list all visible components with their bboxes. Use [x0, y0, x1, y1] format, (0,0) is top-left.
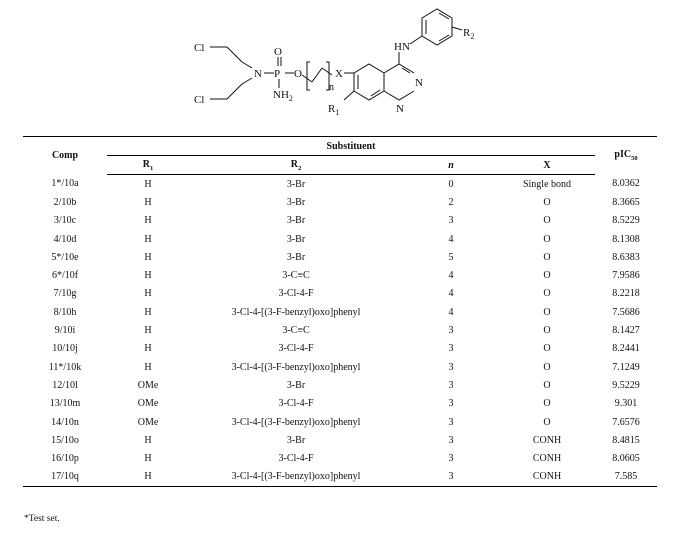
cell-pic: 7.6576	[612, 416, 640, 428]
r2-label: $R_2$	[463, 27, 475, 41]
cell-comp: 7/10g	[53, 288, 77, 300]
o-top-label: O	[274, 46, 282, 58]
cell-n: 3	[448, 379, 454, 391]
cell-comp: 15/10o	[51, 434, 79, 446]
table-row	[23, 413, 657, 431]
cell-n: 4	[448, 270, 454, 282]
cell-r2: 3-Br	[286, 196, 306, 208]
cell-r1: H	[144, 453, 152, 465]
table-row	[23, 175, 657, 194]
data-table-wrapper	[23, 136, 657, 487]
cell-r1: OMe	[137, 416, 159, 428]
cell-r2: 3-Br	[286, 434, 306, 446]
cell-r1: H	[144, 343, 152, 355]
cell-x: O	[543, 270, 551, 282]
cell-pic: 7.5686	[612, 306, 640, 318]
cell-pic: 8.0605	[612, 453, 640, 465]
cell-comp: 5*/10e	[51, 251, 79, 263]
cell-r2: 3-Cl-4-F	[278, 453, 314, 465]
cell-pic: 8.6383	[612, 251, 640, 263]
cl-top-label: Cl	[194, 42, 205, 54]
p-label: P	[274, 68, 281, 80]
header-r1: $R_1$	[107, 156, 189, 175]
cell-r2: 3-Br	[286, 178, 306, 190]
nh2-label: $NH_2$	[273, 89, 293, 103]
cell-n: 3	[448, 361, 454, 373]
header-comp: Comp	[23, 137, 107, 175]
cell-r1: H	[144, 361, 152, 373]
cell-n: 4	[448, 288, 454, 300]
table-row	[23, 266, 657, 284]
cell-pic: 7.1249	[612, 361, 640, 373]
cell-comp: 11*/10k	[48, 361, 82, 373]
cell-r2: 3-Cl-4-F	[278, 343, 314, 355]
cell-pic: 8.3665	[612, 196, 640, 208]
cell-r1: OMe	[137, 379, 159, 391]
cell-n: 3	[448, 453, 454, 465]
cell-comp: 2/10b	[53, 196, 77, 208]
cell-pic: 7.9586	[612, 270, 640, 282]
table-row	[23, 321, 657, 339]
cell-r1: OMe	[137, 398, 159, 410]
cell-comp: 1*/10a	[51, 178, 79, 190]
cell-n: 3	[448, 325, 454, 337]
cell-comp: 4/10d	[53, 233, 77, 245]
cell-pic: 7.585	[595, 468, 657, 487]
quinazoline-n3-label: N	[396, 103, 404, 115]
cell-x: O	[543, 398, 551, 410]
table-row	[23, 468, 657, 487]
cell-r2: 3-Cl-4-[(3-F-benzyl)oxo]phenyl	[231, 306, 361, 318]
cell-r1: H	[144, 233, 152, 245]
cell-n: 0	[448, 178, 454, 190]
cell-pic: 8.1308	[612, 233, 640, 245]
cell-x: CONH	[499, 468, 595, 487]
cell-comp: 10/10j	[52, 343, 78, 355]
table-header-row	[23, 137, 657, 156]
cell-x: O	[543, 379, 551, 391]
table-subheader-row	[23, 156, 657, 175]
activity-table	[23, 136, 657, 487]
footnote: *Test set.	[24, 514, 60, 524]
table-row	[23, 449, 657, 467]
table-row	[23, 431, 657, 449]
cell-r1: H	[144, 270, 152, 282]
cell-pic: 9.301	[614, 398, 638, 410]
cell-comp: 12/10l	[52, 379, 78, 391]
cell-n: 5	[448, 251, 454, 263]
o-right-label: O	[294, 68, 302, 80]
cell-n: 4	[448, 306, 454, 318]
cell-comp: 17/10q	[23, 468, 107, 487]
cell-comp: 14/10n	[51, 416, 79, 428]
cell-x: O	[543, 215, 551, 227]
cell-comp: 13/10m	[49, 398, 81, 410]
cell-x: O	[543, 288, 551, 300]
table-row	[23, 285, 657, 303]
table-row	[23, 212, 657, 230]
cell-x: O	[543, 251, 551, 263]
cell-r2: 3-Cl-4-F	[278, 398, 314, 410]
cell-r1: H	[144, 306, 152, 318]
cell-r1: H	[144, 325, 152, 337]
header-pic50: pIC$_{50}$	[595, 137, 657, 175]
cell-pic: 8.2218	[612, 288, 640, 300]
cell-n: 3	[448, 416, 454, 428]
cell-r2: 3-Cl-4-[(3-F-benzyl)oxo]phenyl	[231, 361, 361, 373]
cell-r1: H	[144, 434, 152, 446]
cell-r1: H	[144, 288, 152, 300]
cell-n: 3	[448, 398, 454, 410]
cell-n: 3	[448, 434, 454, 446]
cell-comp: 9/10i	[54, 325, 76, 337]
table-row	[23, 303, 657, 321]
cell-x: O	[543, 416, 551, 428]
cell-n: 4	[448, 233, 454, 245]
chemical-structure	[170, 0, 510, 130]
cell-x: O	[543, 306, 551, 318]
cell-pic: 8.0362	[612, 178, 640, 190]
cell-x: O	[543, 361, 551, 373]
cell-x: Single bond	[522, 178, 572, 190]
cell-pic: 9.5229	[612, 379, 640, 391]
table-body	[23, 175, 657, 487]
cell-comp: 8/10h	[53, 306, 77, 318]
cell-r2: 3-Br	[286, 379, 306, 391]
cell-r2: 3-Cl-4-F	[278, 288, 314, 300]
table-row	[23, 340, 657, 358]
cell-r2: 3-Br	[286, 215, 306, 227]
cell-x: CONH	[532, 434, 562, 446]
hn-label: HN	[394, 41, 410, 53]
x-label: X	[335, 68, 343, 80]
cell-r2: 3-Cl-4-[(3-F-benzyl)oxo]phenyl	[231, 416, 361, 428]
cell-pic: 8.4815	[612, 434, 640, 446]
cell-r1: H	[144, 178, 152, 190]
cell-n: 3	[448, 343, 454, 355]
header-substituent: Substituent	[107, 137, 595, 156]
table-row	[23, 230, 657, 248]
header-n: n	[403, 156, 499, 175]
cl-bottom-label: Cl	[194, 94, 205, 106]
cell-r1: H	[107, 468, 189, 487]
table-row	[23, 376, 657, 394]
cell-r2: 3-Br	[286, 233, 306, 245]
cell-pic: 8.2441	[612, 343, 640, 355]
r1-label: $R_1$	[328, 103, 340, 117]
cell-n: 3	[403, 468, 499, 487]
n-label: N	[254, 68, 262, 80]
cell-x: O	[543, 196, 551, 208]
table-row	[23, 193, 657, 211]
cell-r2: 3-C≡C	[282, 325, 310, 337]
quinazoline-n1-label: N	[415, 77, 423, 89]
table-row	[23, 358, 657, 376]
cell-comp: 3/10c	[53, 215, 77, 227]
cell-x: O	[543, 233, 551, 245]
table-row	[23, 248, 657, 266]
cell-r2: 3-Br	[286, 251, 306, 263]
header-r2: $R_2$	[189, 156, 403, 175]
cell-r2: 3-Cl-4-[(3-F-benzyl)oxo]phenyl	[189, 468, 403, 487]
cell-x: O	[543, 343, 551, 355]
cell-n: 3	[448, 215, 454, 227]
cell-n: 2	[448, 196, 454, 208]
n-subscript-label: n	[329, 82, 334, 93]
cell-pic: 8.1427	[612, 325, 640, 337]
cell-x: CONH	[532, 453, 562, 465]
cell-r1: H	[144, 215, 152, 227]
cell-comp: 16/10p	[51, 453, 79, 465]
cell-pic: 8.5229	[612, 215, 640, 227]
cell-r2: 3-C≡C	[282, 270, 310, 282]
cell-r1: H	[144, 196, 152, 208]
cell-comp: 6*/10f	[51, 270, 79, 282]
cell-x: O	[543, 325, 551, 337]
header-x: X	[499, 156, 595, 175]
cell-r1: H	[144, 251, 152, 263]
table-row	[23, 395, 657, 413]
